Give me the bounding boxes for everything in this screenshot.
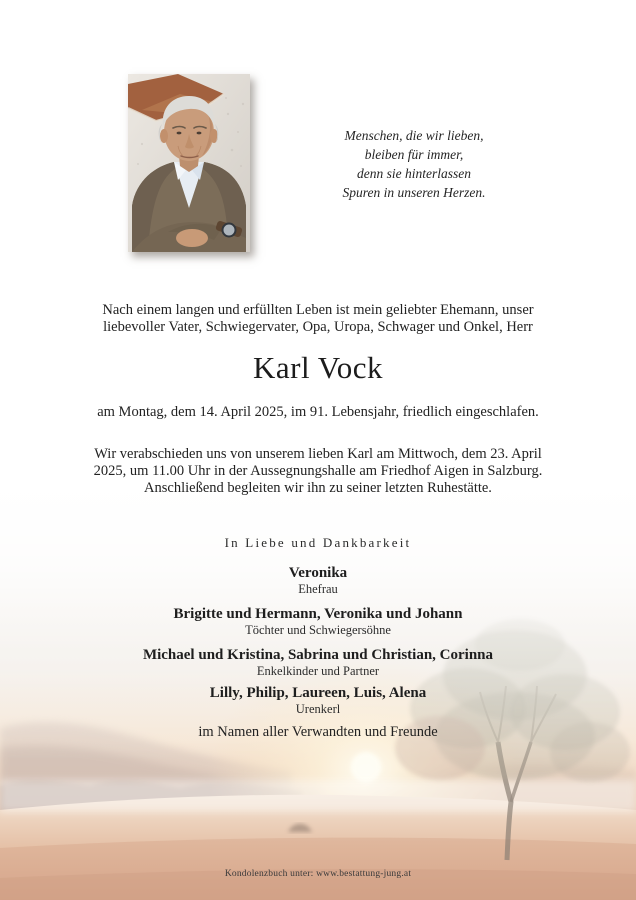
announcement-intro [0, 302, 636, 336]
mourner-relation: Ehefrau [298, 582, 338, 596]
portrait-photo [128, 74, 250, 252]
mourner-entry [0, 684, 636, 717]
mourner-names: Michael und Kristina, Sabrina und Christian, Corinna [142, 647, 494, 663]
mourner-names: Veronika [288, 565, 348, 581]
mourner-relation: Urenkerl [295, 702, 341, 716]
death-date-line: am Montag, dem 14. April 2025, im 91. Lebensjahr, friedlich eingeschlafen. [97, 404, 539, 420]
closing-phrase: In Liebe und Dankbarkeit [224, 535, 412, 550]
funeral-details [0, 446, 636, 497]
intro-line: liebevoller Vater, Schwiegervater, Opa, Uropa, Schwager und Onkel, Herr [103, 319, 533, 335]
poem-line: Spuren in unseren Herzen. [342, 185, 486, 200]
mourner-entry [0, 564, 636, 597]
deceased-name: Karl Vock [253, 350, 383, 385]
mourner-relation: Enkelkinder und Partner [256, 664, 380, 678]
mourner-names: Lilly, Philip, Laureen, Luis, Alena [209, 685, 427, 701]
poem-line: Menschen, die wir lieben, [344, 128, 484, 143]
mourner-entry [0, 646, 636, 679]
mourner-relation: Töchter und Schwiegersöhne [245, 623, 391, 637]
on-behalf-line: im Namen aller Verwandten und Freunde [198, 724, 438, 740]
poem-line: denn sie hinterlassen [357, 166, 471, 181]
funeral-line: Anschließend begleiten wir ihn zu seiner letzten Ruhestätte. [144, 480, 492, 496]
poem-line: bleiben für immer, [364, 147, 464, 162]
mourner-names: Brigitte und Hermann, Veronika und Johann [173, 606, 463, 622]
funeral-line: Wir verabschieden uns von unserem lieben Karl am Mittwoch, dem 23. April [94, 446, 542, 462]
mourner-entry [0, 605, 636, 638]
funeral-line: 2025, um 11.00 Uhr in der Aussegnungshalle am Friedhof Aigen in Salzburg. [93, 463, 543, 479]
intro-line: Nach einem langen und erfüllten Leben ist mein geliebter Ehemann, unser [102, 302, 534, 318]
memorial-poem [304, 126, 524, 202]
condolence-book-note: Kondolenzbuch unter: www.bestattung-jung.at [224, 869, 412, 879]
